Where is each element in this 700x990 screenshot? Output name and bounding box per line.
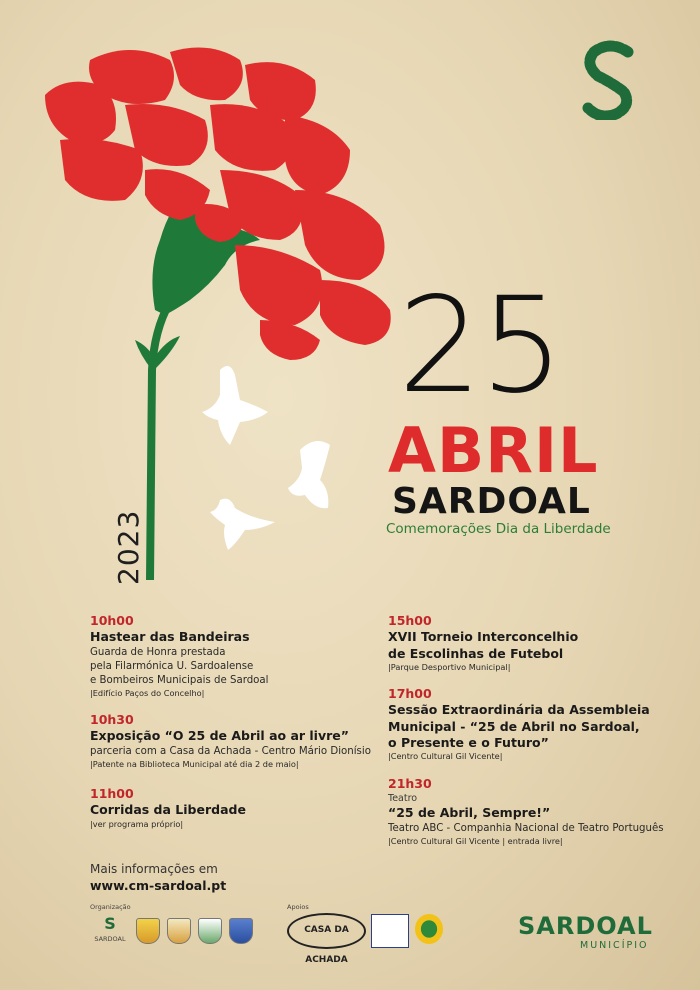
casa-da-achada-logo: CASA DA ACHADA <box>287 913 366 949</box>
event-time: 21h30 <box>388 776 432 791</box>
event-1030 <box>90 711 390 770</box>
sardoal-s-logo-icon <box>580 40 640 120</box>
parish-crest-icon <box>198 918 222 944</box>
event-title: Corridas da Liberdade <box>90 802 246 818</box>
organization-label: Organização <box>90 903 131 911</box>
event-desc-line: e Bombeiros Municipais de Sardoal <box>90 674 269 686</box>
event-2130 <box>388 775 688 847</box>
event-1100 <box>90 785 380 830</box>
event-1000 <box>90 612 380 699</box>
event-time: 10h30 <box>90 712 134 727</box>
event-time: 11h00 <box>90 786 134 801</box>
parish-crest-icon <box>136 918 160 944</box>
sardoal-org-logo <box>90 913 130 947</box>
brand-name: SARDOAL <box>518 912 653 940</box>
event-1500 <box>388 612 678 673</box>
org-logo-text: SARDOAL <box>94 935 126 943</box>
headline-month: ABRIL <box>388 414 599 487</box>
more-info <box>90 862 226 894</box>
event-location: |Centro Cultural Gil Vicente | entrada livre| <box>388 835 563 846</box>
more-info-label: Mais informações em <box>90 862 218 876</box>
headline-place: SARDOAL <box>392 481 591 522</box>
event-time: 17h00 <box>388 686 432 701</box>
event-desc: Teatro ABC - Companhia Nacional de Teatro Português <box>388 822 664 834</box>
supporter-logo-icon <box>371 914 409 948</box>
event-title: Exposição “O 25 de Abril ao ar livre” <box>90 728 349 744</box>
event-category: Teatro <box>388 793 418 805</box>
support-label: Apoios <box>287 903 309 911</box>
event-location: |Edifício Paços do Concelho| <box>90 687 205 698</box>
brand-subtitle: MUNICÍPIO <box>580 940 649 951</box>
event-title-line: Municipal - “25 de Abril no Sardoal, <box>388 718 640 734</box>
football-club-crest-icon <box>415 914 443 944</box>
parish-crest-icon <box>167 918 191 944</box>
event-title-line: Sessão Extraordinária da Assembleia <box>388 702 650 718</box>
carnation-illustration <box>30 40 420 600</box>
headline-day: 25 <box>398 269 562 423</box>
event-title-line: o Presente e o Futuro” <box>388 734 549 750</box>
headline-tagline: Comemorações Dia da Liberdade <box>386 521 611 537</box>
event-location: |ver programa próprio| <box>90 818 184 829</box>
event-location: |Centro Cultural Gil Vicente| <box>388 751 503 761</box>
event-title-line: “25 de Abril, Sempre!” <box>388 805 551 821</box>
event-title: Hastear das Bandeiras <box>90 629 250 645</box>
website-link[interactable]: www.cm-sardoal.pt <box>90 877 227 893</box>
event-time: 15h00 <box>388 613 432 628</box>
event-1700 <box>388 685 688 762</box>
event-title-line: de Escolinhas de Futebol <box>388 645 564 661</box>
event-location: |Patente na Biblioteca Municipal até dia 2 de maio| <box>90 758 299 769</box>
event-desc-line: parceria com a Casa da Achada - Centro Mário Dionísio <box>90 745 371 757</box>
year-label: 2023 <box>112 509 145 585</box>
event-time: 10h00 <box>90 613 134 628</box>
event-desc-line: Guarda de Honra prestada <box>90 646 226 658</box>
parish-crest-icon <box>229 918 253 944</box>
event-location: |Parque Desportivo Municipal| <box>388 661 511 672</box>
event-title-line: XVII Torneio Interconcelhio <box>388 629 579 645</box>
event-desc-line: pela Filarmónica U. Sardoalense <box>90 660 254 672</box>
s-logo-icon: S <box>104 914 116 933</box>
